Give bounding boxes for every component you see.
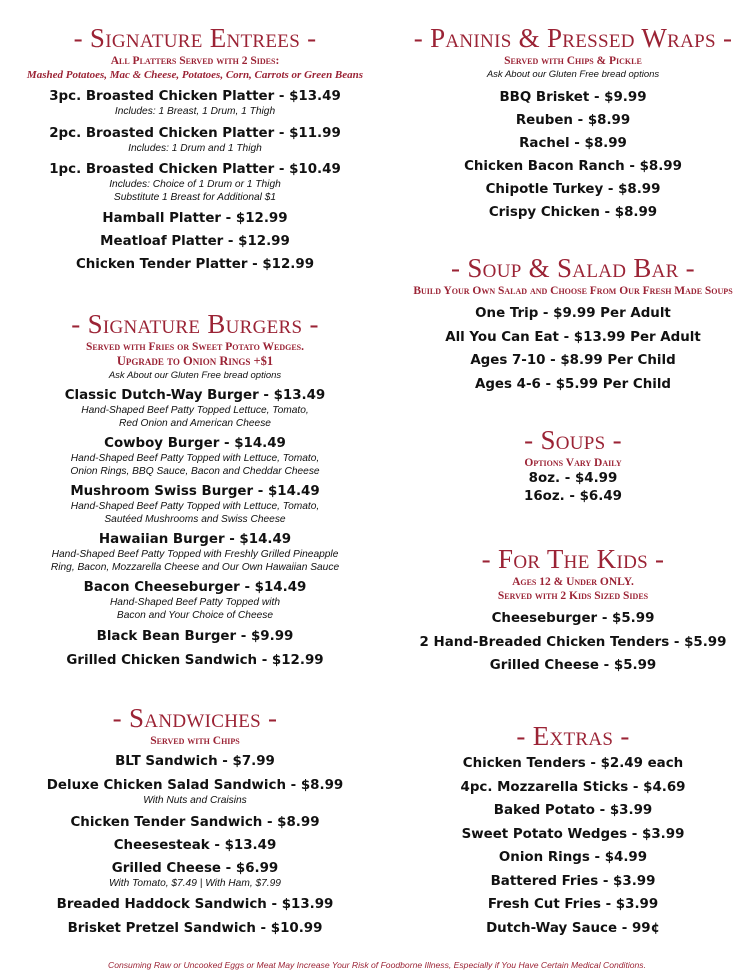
menu-item: Battered Fries - $3.99 xyxy=(490,873,656,889)
section-title: - Signature Entrees - xyxy=(73,23,317,53)
paninis-section xyxy=(392,22,754,224)
section-subtitle: Served with 2 Kids Sized Sides xyxy=(497,590,649,602)
menu-item: Crispy Chicken - $8.99 xyxy=(488,205,658,220)
section-subtitle: Mashed Potatoes, Mac & Cheese, Potatoes, Corn, Carrots or Green Beans xyxy=(26,69,364,81)
menu-item: Fresh Cut Fries - $3.99 xyxy=(487,897,659,912)
menu-item: Baked Potato - $3.99 xyxy=(493,803,653,818)
gluten-free-note: Ask About our Gluten Free bread options xyxy=(108,370,282,381)
menu-item: 1pc. Broasted Chicken Platter - $10.49 Includes: Choice of 1 Drum or 1 Thigh Substitute 1 Breast for Additional $1 xyxy=(49,162,341,203)
menu-item: Chicken Tenders - $2.49 each xyxy=(462,756,684,771)
menu-item: Hawaiian Burger - $14.49 Hand-Shaped Beef Patty Topped with Freshly Grilled Pineapple Ring, Bacon, Mozzarella Cheese and Our Own Hawaiian Sauce xyxy=(50,532,340,573)
menu-item: Grilled Cheese - $6.99 With Tomato, $7.49 | With Ham, $7.99 xyxy=(109,860,281,889)
menu-item: Deluxe Chicken Salad Sandwich - $8.99 With Nuts and Craisins xyxy=(46,778,344,806)
menu-item: Chicken Tender Platter - $12.99 xyxy=(75,257,315,272)
section-title: - Paninis & Pressed Wraps - xyxy=(413,23,733,53)
section-title: - Soups - xyxy=(524,425,622,455)
signature-entrees-section xyxy=(0,22,390,274)
section-title: - Soup & Salad Bar - xyxy=(451,253,695,283)
menu-item: Cheeseburger - $5.99 xyxy=(491,611,655,626)
menu-item: 2 Hand-Breaded Chicken Tenders - $5.99 xyxy=(419,634,727,650)
menu-item: Grilled Cheese - $5.99 xyxy=(489,658,657,673)
menu-item: Sweet Potato Wedges - $3.99 xyxy=(461,826,685,842)
soup-salad-bar-section xyxy=(392,252,754,396)
menu-item: Chipotle Turkey - $8.99 xyxy=(485,182,661,197)
section-subtitle: Ages 12 & Under ONLY. xyxy=(512,576,634,588)
section-subtitle: Served with Chips xyxy=(150,735,240,747)
extras-section xyxy=(392,720,754,940)
menu-item: Reuben - $8.99 xyxy=(515,113,631,128)
menu-item: Classic Dutch-Way Burger - $13.49 Hand-Shaped Beef Patty Topped Lettuce, Tomato, Red Onion and American Cheese xyxy=(64,388,326,429)
section-title: - Extras - xyxy=(516,721,630,751)
menu-item: All You Can Eat - $13.99 Per Adult xyxy=(445,329,701,345)
menu-item: 3pc. Broasted Chicken Platter - $13.49 Includes: 1 Breast, 1 Drum, 1 Thigh xyxy=(49,89,341,117)
menu-item: BLT Sandwich - $7.99 xyxy=(115,754,275,769)
section-title: - Sandwiches - xyxy=(112,703,278,733)
menu-item: Onion Rings - $4.99 xyxy=(498,850,648,865)
menu-item: Grilled Chicken Sandwich - $12.99 xyxy=(66,653,324,668)
section-title: - For The Kids - xyxy=(481,544,665,574)
menu-item: Breaded Haddock Sandwich - $13.99 xyxy=(56,897,334,912)
menu-item: 8oz. - $4.99 xyxy=(528,471,618,486)
section-subtitle: All Platters Served with 2 Sides: xyxy=(110,55,280,67)
menu-item: Meatloaf Platter - $12.99 xyxy=(100,234,290,249)
menu-item: Rachel - $8.99 xyxy=(519,136,627,151)
gluten-free-note: Ask About our Gluten Free bread options xyxy=(486,69,660,80)
menu-item: Ages 4-6 - $5.99 Per Child xyxy=(474,376,672,392)
menu-item: Bacon Cheeseburger - $14.49 Hand-Shaped Beef Patty Topped with Bacon and Your Choice of Cheese xyxy=(83,580,307,621)
menu-item: One Trip - $9.99 Per Adult xyxy=(475,306,671,321)
section-subtitle: Served with Fries or Sweet Potato Wedges. xyxy=(85,341,305,353)
menu-item: 16oz. - $6.49 xyxy=(524,489,622,504)
menu-item: Mushroom Swiss Burger - $14.49 Hand-Shaped Beef Patty Topped with Lettuce, Tomato, Sautéed Mushrooms and Swiss Cheese xyxy=(70,484,320,525)
menu-item: Cheesesteak - $13.49 xyxy=(113,837,277,853)
section-subtitle: Build Your Own Salad and Choose From Our Fresh Made Soups xyxy=(413,285,733,297)
signature-burgers-section xyxy=(0,308,390,670)
menu-item: BBQ Brisket - $9.99 xyxy=(499,90,647,105)
section-subtitle: Options Vary Daily xyxy=(524,457,622,469)
section-title: - Signature Burgers - xyxy=(71,309,319,339)
menu-item: Cowboy Burger - $14.49 Hand-Shaped Beef Patty Topped with Lettuce, Tomato, Onion Rings, BBQ Sauce, Bacon and Cheddar Cheese xyxy=(70,436,320,477)
section-subtitle: Served with Chips & Pickle xyxy=(504,55,642,67)
food-safety-disclaimer: Consuming Raw or Uncooked Eggs or Meat May Increase Your Risk of Foodborne Illness, Especially if You Have Certain Medical Conditions. xyxy=(107,960,646,970)
menu-item: Black Bean Burger - $9.99 xyxy=(96,629,294,644)
menu-item: Brisket Pretzel Sandwich - $10.99 xyxy=(67,921,323,936)
menu-item: Chicken Tender Sandwich - $8.99 xyxy=(70,814,320,830)
menu-item: Dutch-Way Sauce - 99¢ xyxy=(486,920,660,936)
menu-item: 2pc. Broasted Chicken Platter - $11.99 Includes: 1 Drum and 1 Thigh xyxy=(49,125,341,154)
section-subtitle: Upgrade to Onion Rings +$1 xyxy=(116,354,274,368)
soups-section xyxy=(392,424,754,506)
menu-item: 4pc. Mozzarella Sticks - $4.69 xyxy=(460,779,686,795)
menu-item: Ages 7-10 - $8.99 Per Child xyxy=(470,353,676,368)
for-the-kids-section xyxy=(392,543,754,678)
menu-item: Hamball Platter - $12.99 xyxy=(102,211,288,226)
sandwiches-section xyxy=(0,702,390,938)
menu-item: Chicken Bacon Ranch - $8.99 xyxy=(464,159,682,174)
